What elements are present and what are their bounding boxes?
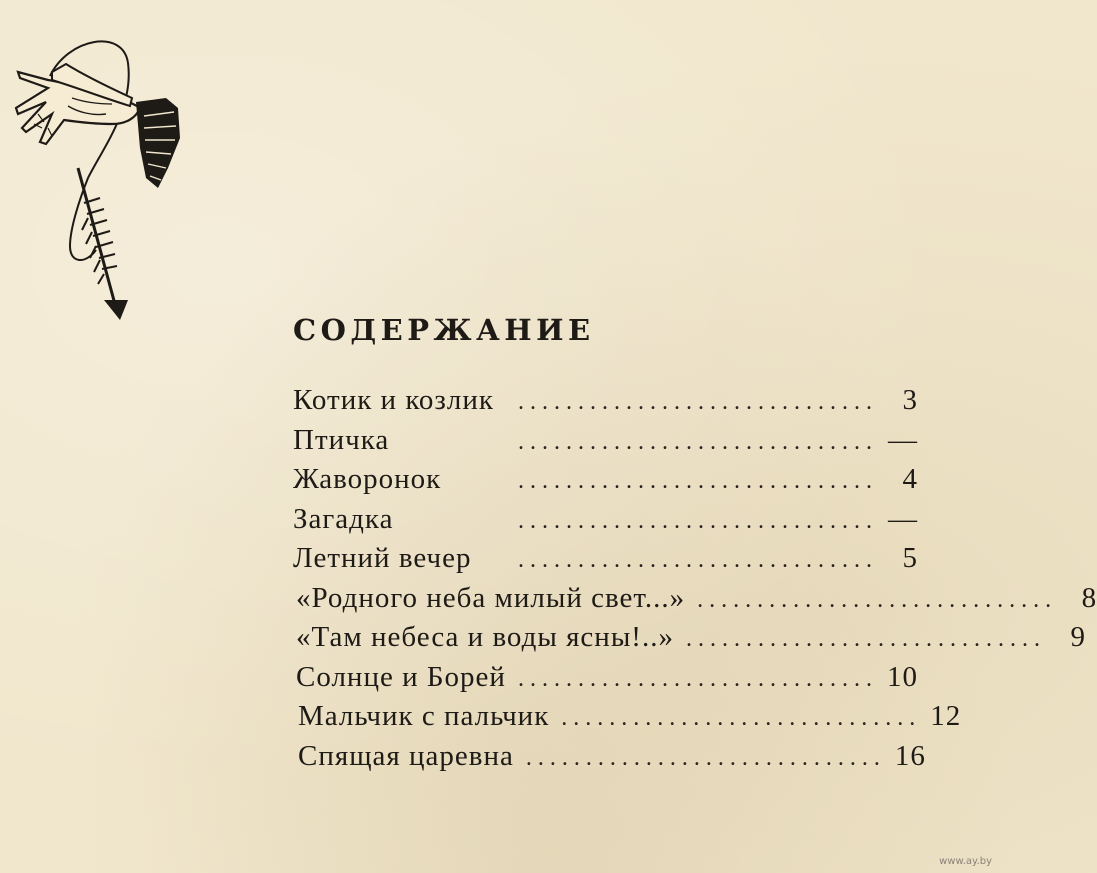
toc-entry-title: Котик и козлик xyxy=(293,384,494,416)
toc-entry-title: Летний вечер xyxy=(293,542,472,574)
toc-entry[interactable] xyxy=(293,621,1086,661)
toc-entry-title: «Родного неба милый свет...» xyxy=(296,581,686,614)
toc-page-number: 10 xyxy=(887,660,918,693)
toc-page-number: 8 xyxy=(1081,581,1097,614)
toc-entry-title: Загадка xyxy=(293,502,394,535)
toc-page-number: — xyxy=(888,502,918,535)
toc-entry[interactable] xyxy=(293,739,926,780)
toc-page-number: 5 xyxy=(902,542,918,574)
toc-entry-title: Спящая царевна xyxy=(298,739,514,772)
toc-page-number: — xyxy=(888,423,918,456)
toc-entry-title: Птичка xyxy=(293,423,390,456)
toc-entry[interactable] xyxy=(293,503,918,543)
dot-leader: . . . . . . . . . . . . . . . . . . . . . . . . . . . . . . xyxy=(697,586,1052,613)
toc-page-number: 12 xyxy=(930,700,962,732)
dot-leader: . . . . . . . . . . . . . . . . . . . . . . . . . . . . . . xyxy=(685,626,1040,652)
dot-leader: . . . . . . . . . . . . . . . . . . . . . . . . . . . . . . xyxy=(518,547,872,573)
toc-page-number: 9 xyxy=(1070,621,1086,653)
toc-page-number: 4 xyxy=(902,463,918,495)
toc-entry-title: Жаворонок xyxy=(293,463,442,495)
toc-entry[interactable] xyxy=(293,661,918,701)
toc-entry[interactable] xyxy=(293,463,918,503)
dot-leader: . . . . . . . . . . . . . . . . . . . . . . . . . . . . . . xyxy=(518,389,872,415)
toc-entry[interactable] xyxy=(293,384,918,424)
dot-leader: . . . . . . . . . . . . . . . . . . . . . . . . . . . . . . xyxy=(561,705,916,731)
toc-entry-title: «Там небеса и воды ясны!..» xyxy=(296,621,674,653)
toc-entry[interactable] xyxy=(293,700,962,740)
toc-entry-title: Солнце и Борей xyxy=(296,660,506,693)
toc-entry[interactable] xyxy=(293,424,918,464)
dot-leader: . . . . . . . . . . . . . . . . . . . . . . . . . . . . . . xyxy=(525,744,880,771)
toc-list xyxy=(293,384,1097,779)
watermark: www.ay.by xyxy=(939,856,992,867)
dot-leader: . . . . . . . . . . . . . . . . . . . . . . . . . . . . . . xyxy=(518,428,872,455)
dot-leader: . . . . . . . . . . . . . . . . . . . . . . . . . . . . . . xyxy=(518,507,872,534)
toc-entry-title: Мальчик с пальчик xyxy=(298,700,550,732)
toc-title: СОДЕРЖАНИЕ xyxy=(293,313,595,347)
toc-entry[interactable] xyxy=(293,581,1097,622)
toc-entry[interactable] xyxy=(293,542,918,582)
dot-leader: . . . . . . . . . . . . . . . . . . . . . . . . . . . . . . xyxy=(518,468,872,494)
dot-leader: . . . . . . . . . . . . . . . . . . . . . . . . . . . . . . xyxy=(518,665,872,692)
toc-page-number: 3 xyxy=(902,384,918,416)
pointing-hand-with-arrow-icon xyxy=(8,28,193,323)
toc-page-number: 16 xyxy=(894,739,926,772)
